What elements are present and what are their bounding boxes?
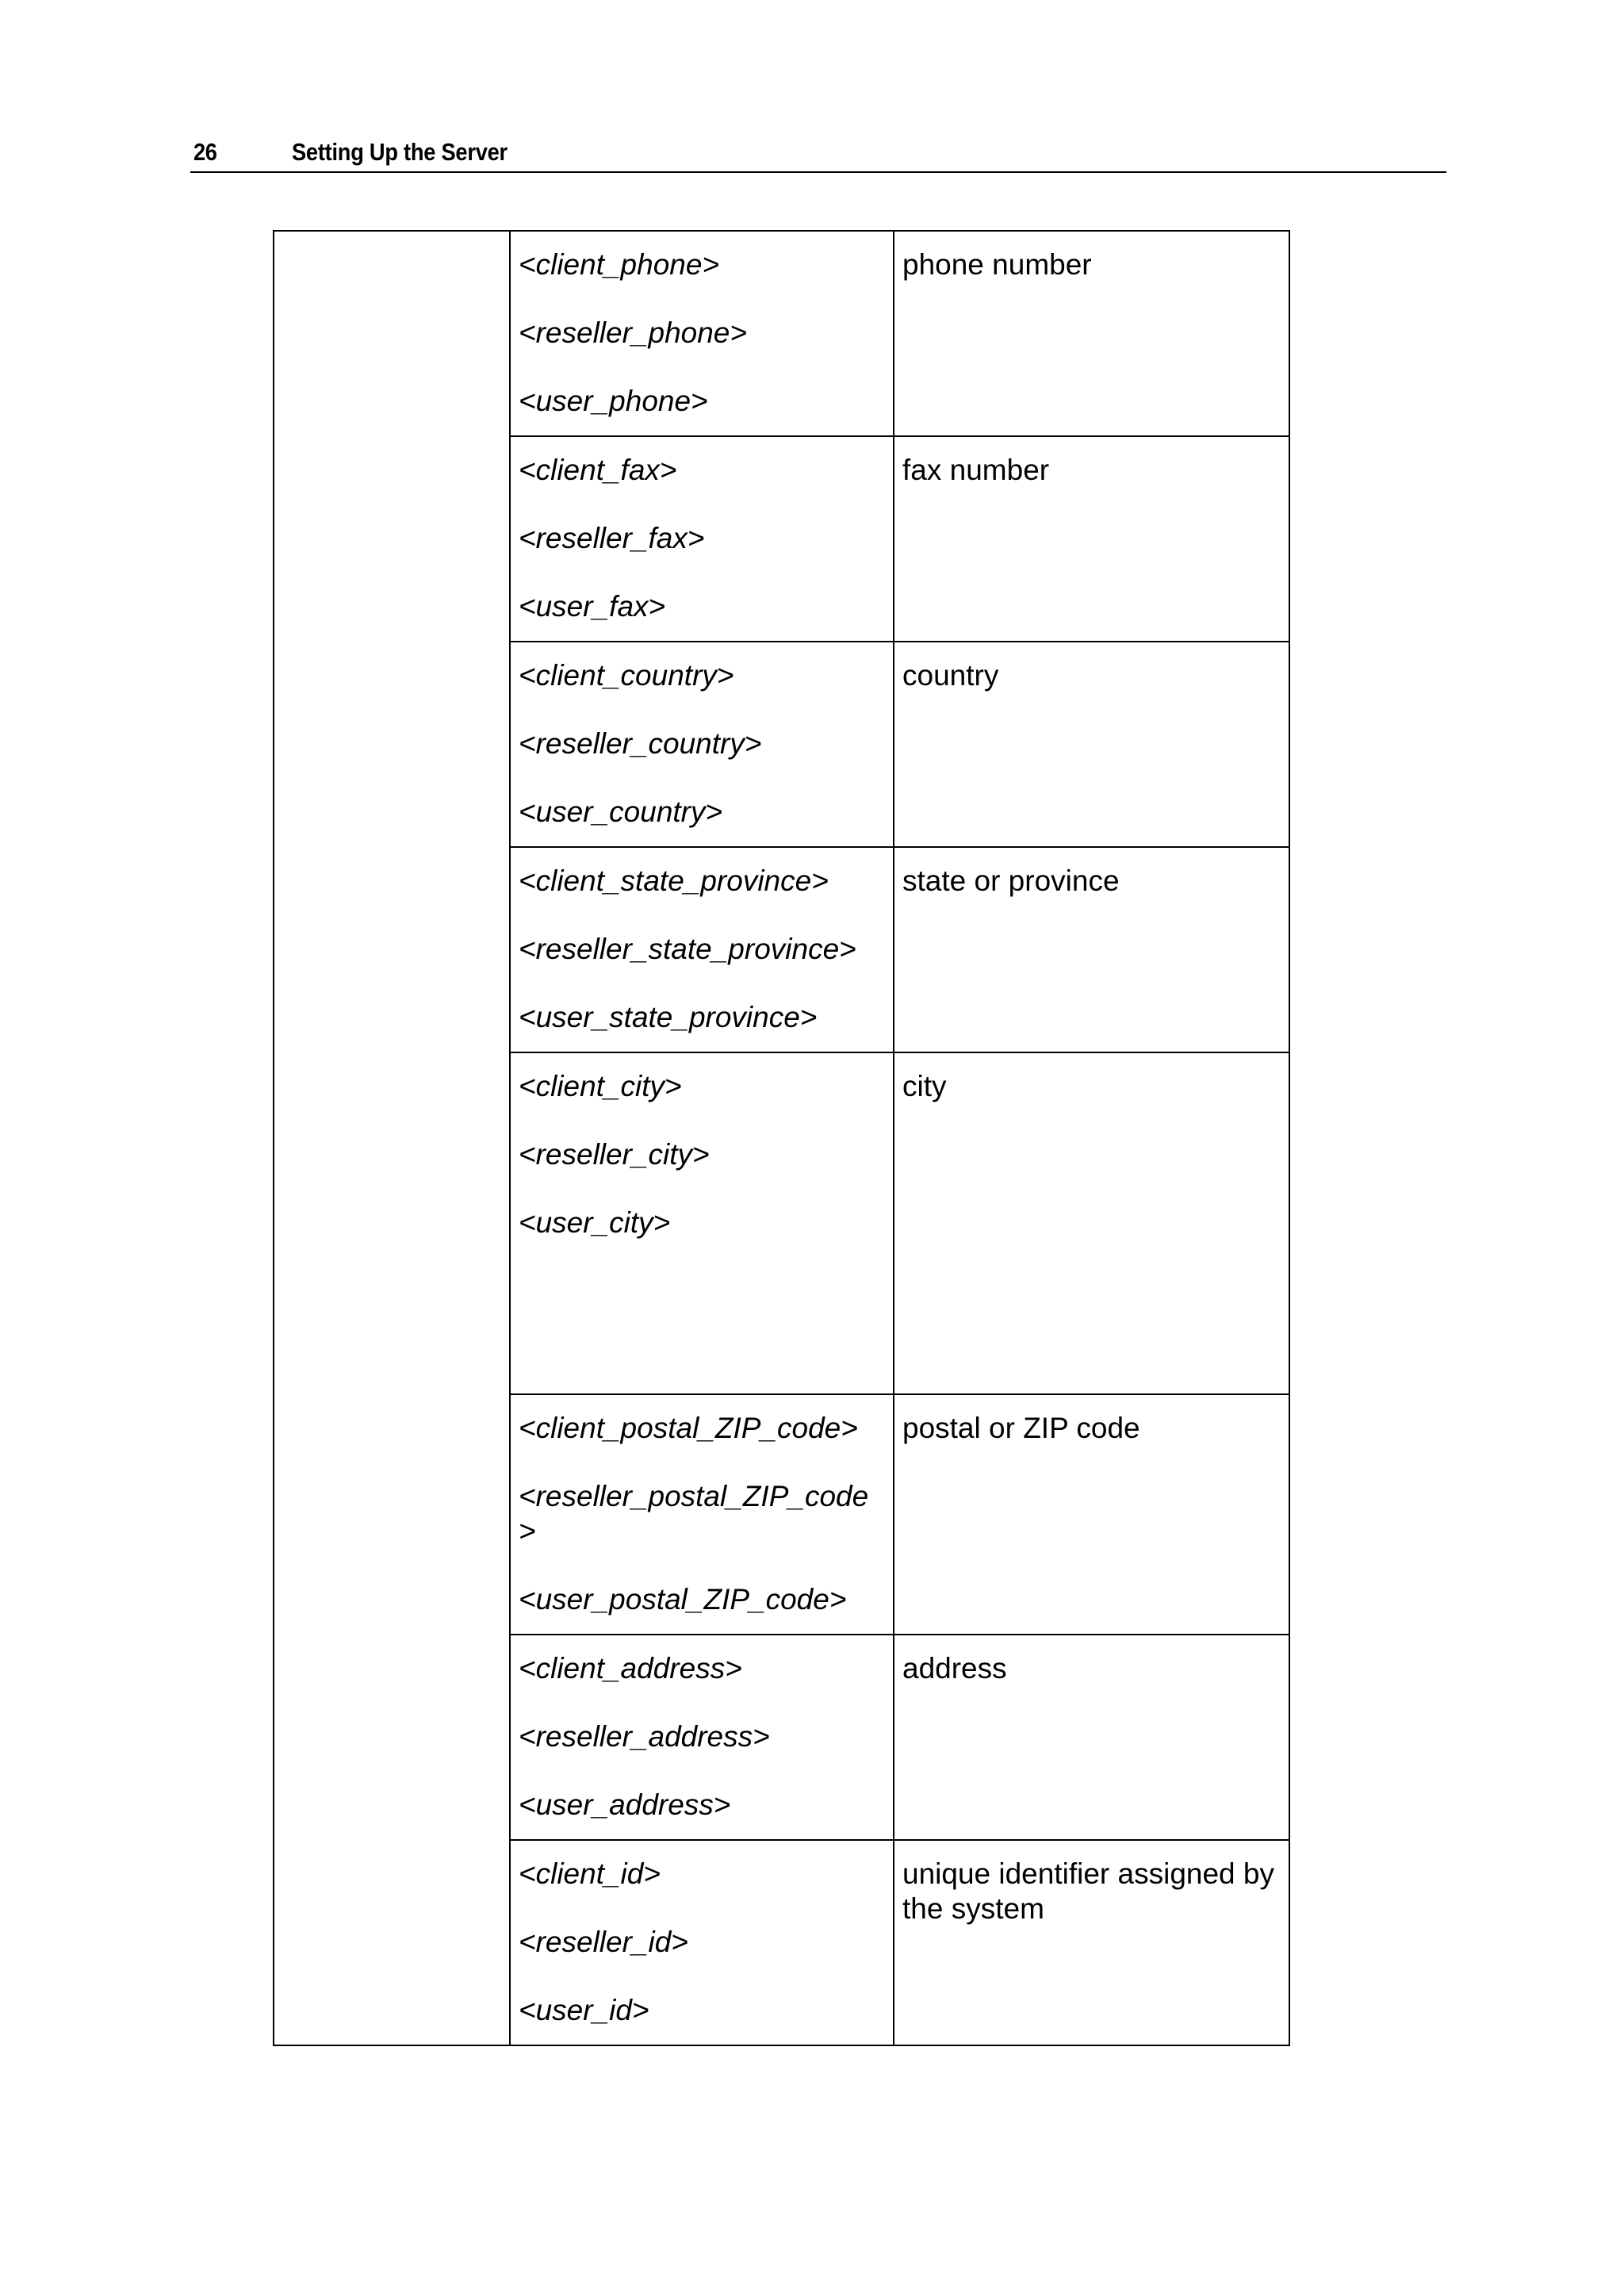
- description-cell: [894, 642, 1289, 847]
- variable-name: <client_address>: [519, 1652, 742, 1685]
- description-cell: [894, 1052, 1289, 1394]
- table-row: [274, 231, 1289, 436]
- variable-name: <reseller_fax>: [519, 522, 705, 554]
- variable-name: <reseller_phone>: [519, 316, 747, 349]
- variable-cell: [510, 1052, 894, 1394]
- variable-name: <client_id>: [519, 1857, 661, 1890]
- variable-description: fax number: [902, 454, 1050, 486]
- variable-description: city: [902, 1070, 947, 1102]
- section-title: Setting Up the Server: [292, 138, 508, 166]
- variable-name: <user_city>: [519, 1206, 671, 1239]
- variable-cell: [510, 847, 894, 1052]
- description-cell: [894, 847, 1289, 1052]
- variable-name: <reseller_state_province>: [519, 933, 856, 965]
- description-cell: [894, 1394, 1289, 1635]
- variable-description: unique identifier assigned by the system: [902, 1857, 1274, 1925]
- variable-description: address: [902, 1652, 1007, 1685]
- variable-description: state or province: [902, 864, 1120, 897]
- variable-name: <client_country>: [519, 659, 734, 692]
- variable-cell: [510, 1635, 894, 1840]
- variable-description: phone number: [902, 248, 1092, 281]
- variable-name: <client_phone>: [519, 248, 720, 281]
- variable-name: <user_state_province>: [519, 1001, 818, 1033]
- variable-description: postal or ZIP code: [902, 1412, 1140, 1444]
- variable-name: <user_phone>: [519, 385, 708, 417]
- variable-name: <reseller_postal_ZIP_code>: [519, 1480, 869, 1547]
- variable-name: <client_state_province>: [519, 864, 829, 897]
- variable-name: <user_id>: [519, 1994, 649, 2026]
- variable-name: <reseller_id>: [519, 1926, 688, 1958]
- description-cell: [894, 1635, 1289, 1840]
- page-number: 26: [193, 138, 217, 166]
- template-variables-table: [273, 230, 1290, 2046]
- variable-cell: [510, 1840, 894, 2045]
- variable-cell: [510, 436, 894, 642]
- variable-description: country: [902, 659, 999, 692]
- variable-name: <user_postal_ZIP_code>: [519, 1583, 847, 1616]
- variable-cell: [510, 642, 894, 847]
- variable-name: <client_city>: [519, 1070, 682, 1102]
- variable-name: <reseller_country>: [519, 727, 762, 760]
- variable-name: <client_postal_ZIP_code>: [519, 1412, 858, 1444]
- table-empty-first-column: [274, 231, 510, 2045]
- variable-name: <client_fax>: [519, 454, 677, 486]
- description-cell: [894, 1840, 1289, 2045]
- description-cell: [894, 436, 1289, 642]
- variable-cell: [510, 1394, 894, 1635]
- description-cell: [894, 231, 1289, 436]
- variable-name: <reseller_address>: [519, 1720, 770, 1753]
- variable-cell: [510, 231, 894, 436]
- variable-name: <user_country>: [519, 795, 723, 828]
- variable-name: <reseller_city>: [519, 1138, 710, 1171]
- variable-name: <user_address>: [519, 1788, 731, 1821]
- variable-name: <user_fax>: [519, 590, 666, 623]
- page-header: [190, 135, 1446, 173]
